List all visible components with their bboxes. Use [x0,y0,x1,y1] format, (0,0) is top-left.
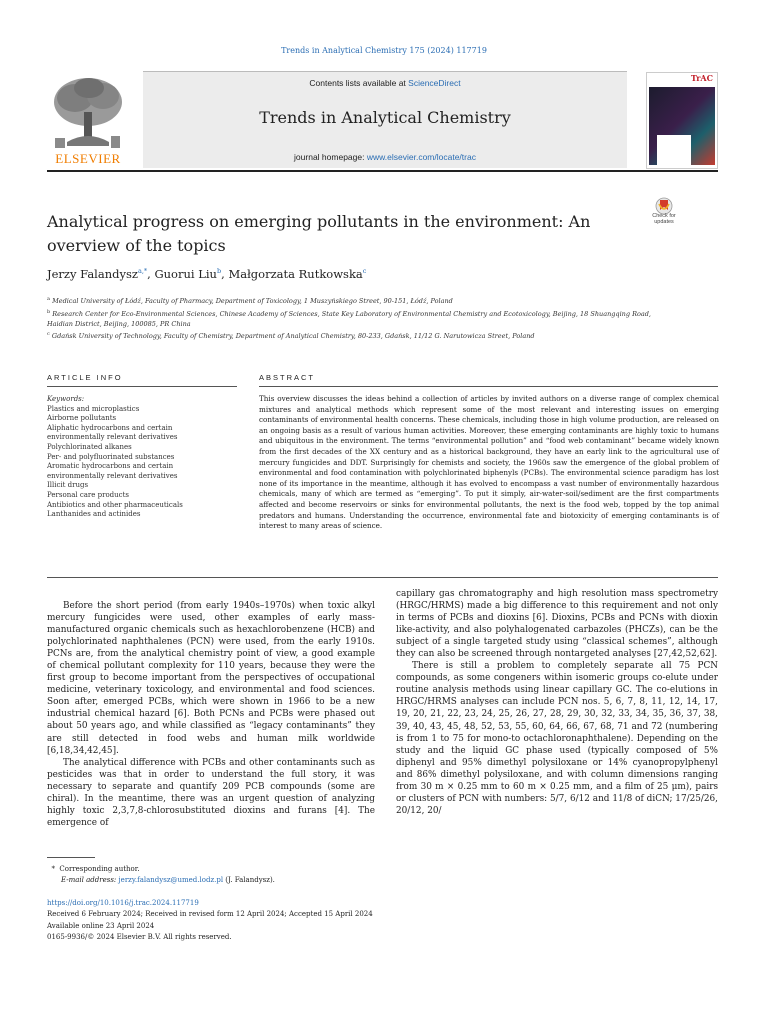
header-divider [47,170,718,172]
keyword-item: Personal care products [47,490,130,499]
received-dates: Received 6 February 2024; Received in revised form 12 April 2024; Accepted 15 April 2024 [47,910,373,919]
copyright-line: 0165-9936/© 2024 Elsevier B.V. All rights reserved. [47,932,232,941]
affiliation-text: Gdańsk University of Technology, Faculty of Chemistry, Department of Analytical Chemistry, 80-233, Gdańsk, 11/12 G. Narutowicza Street, Poland [51,332,535,341]
cover-image [649,87,715,165]
article-info-heading: ARTICLE INFO [47,373,123,382]
body-paragraph: Before the short period (from early 1940s–1970s) when toxic alkyl mercury fungicides were used, other examples of early mass-manufactured organic chemicals such as hexachlorobenzene (HCB) and polychlorinated naphthalenes (PCN) were used, from the early 1910s. PCNs are, from the analytical chemistry point of view, a good example of chemical pollutant complexity for 110 years, because they were the first group to become important from the perspectives of occupational medicine, veterinary toxicology, and environmental and food sciences. Soon after, emerged PCBs, which were shown in 1966 to be a new industrial chemical hazard [6]. Both PCNs and PCBs were phased out about 50 years ago, and while classified as “legacy contaminants” they are still detected in food webs and human milk worldwide [6,18,34,42,45]. [47,601,375,756]
body-column-right [396,588,718,817]
corresponding-author-note: * Corresponding author. [47,865,140,873]
author-name[interactable]: Guorui Liu [154,267,217,281]
cover-inset [657,135,691,165]
cover-title: TrAC [647,73,717,85]
keyword-item: Lanthanides and actinides [47,510,141,519]
homepage-link[interactable]: www.elsevier.com/locate/trac [366,152,476,162]
email-label: E-mail address: [61,876,119,884]
doi-link[interactable]: https://doi.org/10.1016/j.trac.2024.117719 [47,899,199,907]
author-list [47,267,366,281]
email-suffix: (J. Falandysz). [223,876,275,884]
article-title: Analytical progress on emerging pollutants in the environment: An overview of the topics [47,212,591,255]
keyword-item: Aromatic hydrocarbons and certain environmentally relevant derivatives [47,462,178,480]
keyword-item: Plastics and microplastics [47,404,140,413]
article-info-rule [47,386,237,387]
affiliation-text: Research Center for Eco-Environmental Sciences, Chinese Academy of Sciences, State Key Laboratory of Environmental Chemistry and Ecotoxicology, Beijing, 18 Shuangqing Road, Haidian District, Beijing, 100085, PR China [47,310,651,329]
keyword-item: Airborne pollutants [47,414,117,423]
body-paragraph: There is still a problem to completely separate all 75 PCN compounds, as some congeners within isomeric groups co-elute under routine analysis methods using linear capillary GC. The co-elutions in HRGC/HRMS analyses can include PCN nos. 5, 6, 7, 8, 11, 12, 14, 17, 19, 20, 21, 22, 23, 24, 25, 26, 27, 28, 29, 30, 32, 33, 34, 35, 36, 37, 38, 39, 40, 43, 45, 48, 52, 53, 55, 60, 64, 66, 67, 68, 71 and 72 (numbering is from 1 to 75 for mono-to octachloronaphthalene). Depending on the study and the liquid GC phase used (typically composed of 5% diphenyl and 95% dimethyl polysiloxane or 14% cyanopropylphenyl and 86% dimethyl polysiloxane, and with column dimensions ranging from 30 m × 0.25 mm to 60 m × 0.25 mm, and a film of 25 μm), pairs or clusters of PCN with numbers: 5/7, 6/12 and 11/8 of diCN; 17/25/26, 20/12, 20/ [396,661,718,816]
affiliation [47,329,677,341]
abstract-text: This overview discusses the ideas behind a collection of articles by invited authors on a diverse range of complex chemical mixtures and analytical methods which represent some of the most relevant and interesting issues on emerging contaminants of environmental health concerns. These chemicals, including those in high volume production, are released on an ongoing basis as a result of various human activities. Moreover, these emerging contaminants are highly toxic to humans and ubiquitous in the environment. The terms “environmental pollution” and “food web contaminant” became widely known from the first decades of the XX century and as a historical background, they have an early link to the agricultural use of mercury fungicides and DDT. Surprisingly for chemists and society, the 1960s saw the emergence of the global problem of environmental and food contamination with polychlorinated biphenyls (PCBs). The environmental science paradigm has lost none of its importance in the meantime, although it has evolved to encompass a vast number of environmentally hazardous chemicals, many of which are termed as “emerging”. To put it simply, air-water-soil/sediment are the first compartments affected and become reservoirs or sinks for environmental pollutants, the next is the food web, topped by the top animal predators and humans. Understanding the occurrence, environmental fate and biotoxicity of emerging contaminants is of interest to many areas of science. [259,394,719,531]
email-note [47,875,427,886]
journal-citation[interactable]: Trends in Analytical Chemistry 175 (2024) 117719 [281,46,487,55]
author-separator: , [221,267,229,281]
sciencedirect-link[interactable]: ScienceDirect [408,78,461,88]
journal-cover-thumbnail[interactable] [646,72,718,169]
contents-prefix: Contents lists available at [309,78,409,88]
affiliation-text: Medical University of Łódź, Faculty of Pharmacy, Department of Toxicology, 1 Muszyńskiego Street, 90-151, Łódź, Poland [52,297,453,306]
keyword-item: Polychlorinated alkanes [47,442,132,451]
available-online: Available online 23 April 2024 [47,921,155,930]
author-marks[interactable]: b [216,267,222,276]
affiliation [47,294,677,306]
keyword-list [47,395,227,520]
footnote-rule [47,857,95,858]
keyword-item: Per- and polyfluorinated substances [47,452,175,461]
footnotes [47,864,427,886]
publication-info [47,898,547,943]
keyword-item: Antibiotics and other pharmaceuticals [47,500,183,509]
author-name[interactable]: Małgorzata Rutkowska [228,267,363,281]
journal-title: Trends in Analytical Chemistry [259,108,511,127]
keyword-item: Illicit drugs [47,481,89,490]
affiliation [47,307,677,329]
author-marks[interactable]: a,* [137,267,148,276]
affiliation-mark: c [47,331,50,337]
author-name[interactable]: Jerzy Falandysz [47,267,138,281]
body-paragraph: The analytical difference with PCBs and other contaminants such as pesticides was that in order to understand the full story, it was necessary to separate and quantify 209 PCB compounds (some are chiral). In the meantime, there was an urgent question of analyzing highly toxic 2,3,7,8-chlorosubstituted dioxins and furans [4]. The emergence of [47,757,375,828]
abstract-rule [259,386,718,387]
email-link[interactable]: jerzy.falandysz@umed.lodz.pl [118,876,224,884]
elsevier-wordmark: ELSEVIER [55,151,121,166]
affiliation-mark: a [47,296,50,302]
author-marks[interactable]: c [362,267,367,276]
homepage-prefix: journal homepage: [294,152,367,162]
abstract-heading: ABSTRACT [259,373,316,382]
author-separator: , [147,267,155,281]
contents-line [143,78,627,88]
body-divider [47,577,718,578]
keywords-label: Keywords: [47,395,85,403]
homepage-line [143,152,627,162]
affiliation-mark: b [47,309,51,315]
body-paragraph: capillary gas chromatography and high resolution mass spectrometry (HRGC/HRMS) made a big difference to this requirement and not only in terms of PCBs and dioxins [6]. Dioxins, PCBs and PCNs with dioxin like-activity, and also polyhalogenated carbazoles (PHCZs), can be the subject of a single targeted study using “classical schemes”, although they can also be screened through nontargeted analyses [27,42,52,62]. [396,589,718,660]
body-column-left [47,600,375,829]
keyword-item: Aliphatic hydrocarbons and certain environmentally relevant derivatives [47,423,178,442]
corresponding-text: Corresponding author. [59,865,140,873]
check-for-updates-label[interactable]: Check for updates [652,213,676,225]
